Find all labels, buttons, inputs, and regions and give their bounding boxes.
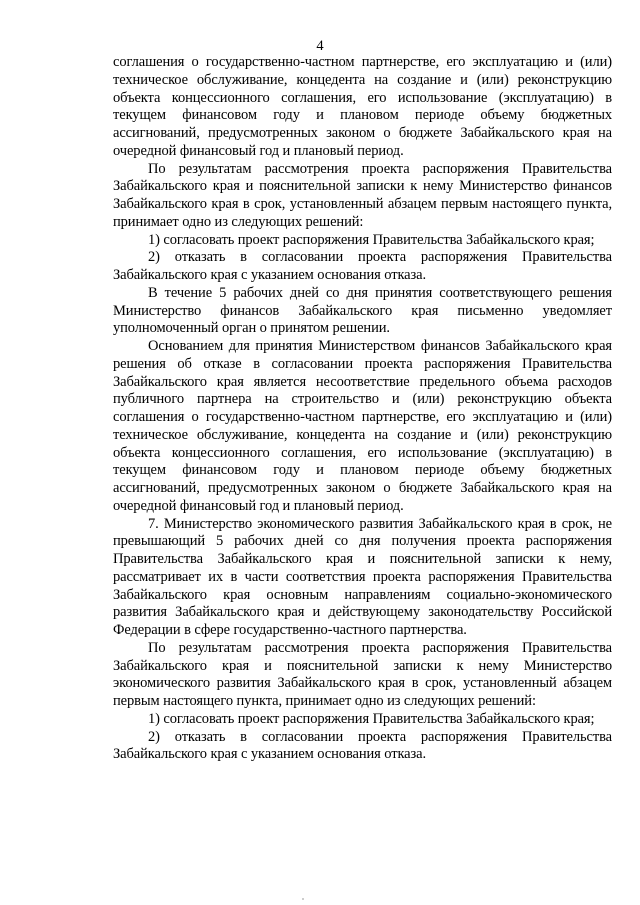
paragraph-continuation: соглашения о государственно-частном партнерстве, его эксплуатацию и (или) техническое обслуживание, концедента на создание и (или) реконструкцию объекта концессионного соглашения, его использование (эксплуатацию) в текущем финансовом году и плановом периоде объему бюджетных ассигнований, предусмотренных законом о бюджете Забайкальского края на очередной финансовый год и плановый период. — [113, 54, 612, 159]
page-number: 4 — [316, 38, 324, 54]
paragraph-refusal-grounds: Основанием для принятия Министерством финансов Забайкальского края решения об отказе в согласовании проекта распоряжения Правительства Забайкальского края является несоответствие предельного объема расходов публичного партнера на строительство и (или) реконструкцию объекта соглашения о государственно-частном партнерстве, его эксплуатацию и (или) техническое обслуживание, концедента на создание и (или) реконструкцию объекта концессионного соглашения, его использование (эксплуатацию) в текущем финансовом году и плановом периоде объему бюджетных ассигнований, предусмотренных законом о бюджете Забайкальского края на очередной финансовый год и плановый период. — [113, 338, 612, 514]
paragraph-mineconomy-review-result: По результатам рассмотрения проекта распоряжения Правительства Забайкальского края и пояснительной записки к нему Министерство экономического развития Забайкальского края в срок, установленный абзацем первым настоящего пункта, принимает одно из следующих решений: — [113, 639, 612, 709]
scan-speck — [302, 898, 304, 900]
paragraph-decision-refuse-2: 2) отказать в согласовании проекта распоряжения Правительства Забайкальского края с указанием основания отказа. — [113, 728, 612, 763]
paragraph-decision-refuse: 2) отказать в согласовании проекта распоряжения Правительства Забайкальского края с указанием основания отказа. — [113, 249, 612, 283]
document-body — [113, 54, 612, 764]
paragraph-decision-approve-2: 1) согласовать проект распоряжения Правительства Забайкальского края; — [148, 710, 595, 727]
paragraph-minfin-review-result: По результатам рассмотрения проекта распоряжения Правительства Забайкальского края и пояснительной записки к нему Министерство финансов Забайкальского края в срок, установленный абзацем первым настоящего пункта, принимает одно из следующих решений: — [113, 160, 612, 230]
paragraph-decision-approve: 1) согласовать проект распоряжения Правительства Забайкальского края; — [148, 231, 595, 248]
paragraph-item-7: 7. Министерство экономического развития Забайкальского края в срок, не превышающий 5 рабочих дней со дня получения проекта распоряжения Правительства Забайкальского края и пояснительной записки к нему, рассматривает их в части соответствия проекта распоряжения Правительства Забайкальского края основным направлениям социально-экономического развития Забайкальского края и действующему законодательству Российской Федерации в сфере государственно-частного партнерства. — [113, 515, 612, 638]
paragraph-notification: В течение 5 рабочих дней со дня принятия соответствующего решения Министерство финансов Забайкальского края письменно уведомляет уполномоченный орган о принятом решении. — [113, 284, 612, 337]
